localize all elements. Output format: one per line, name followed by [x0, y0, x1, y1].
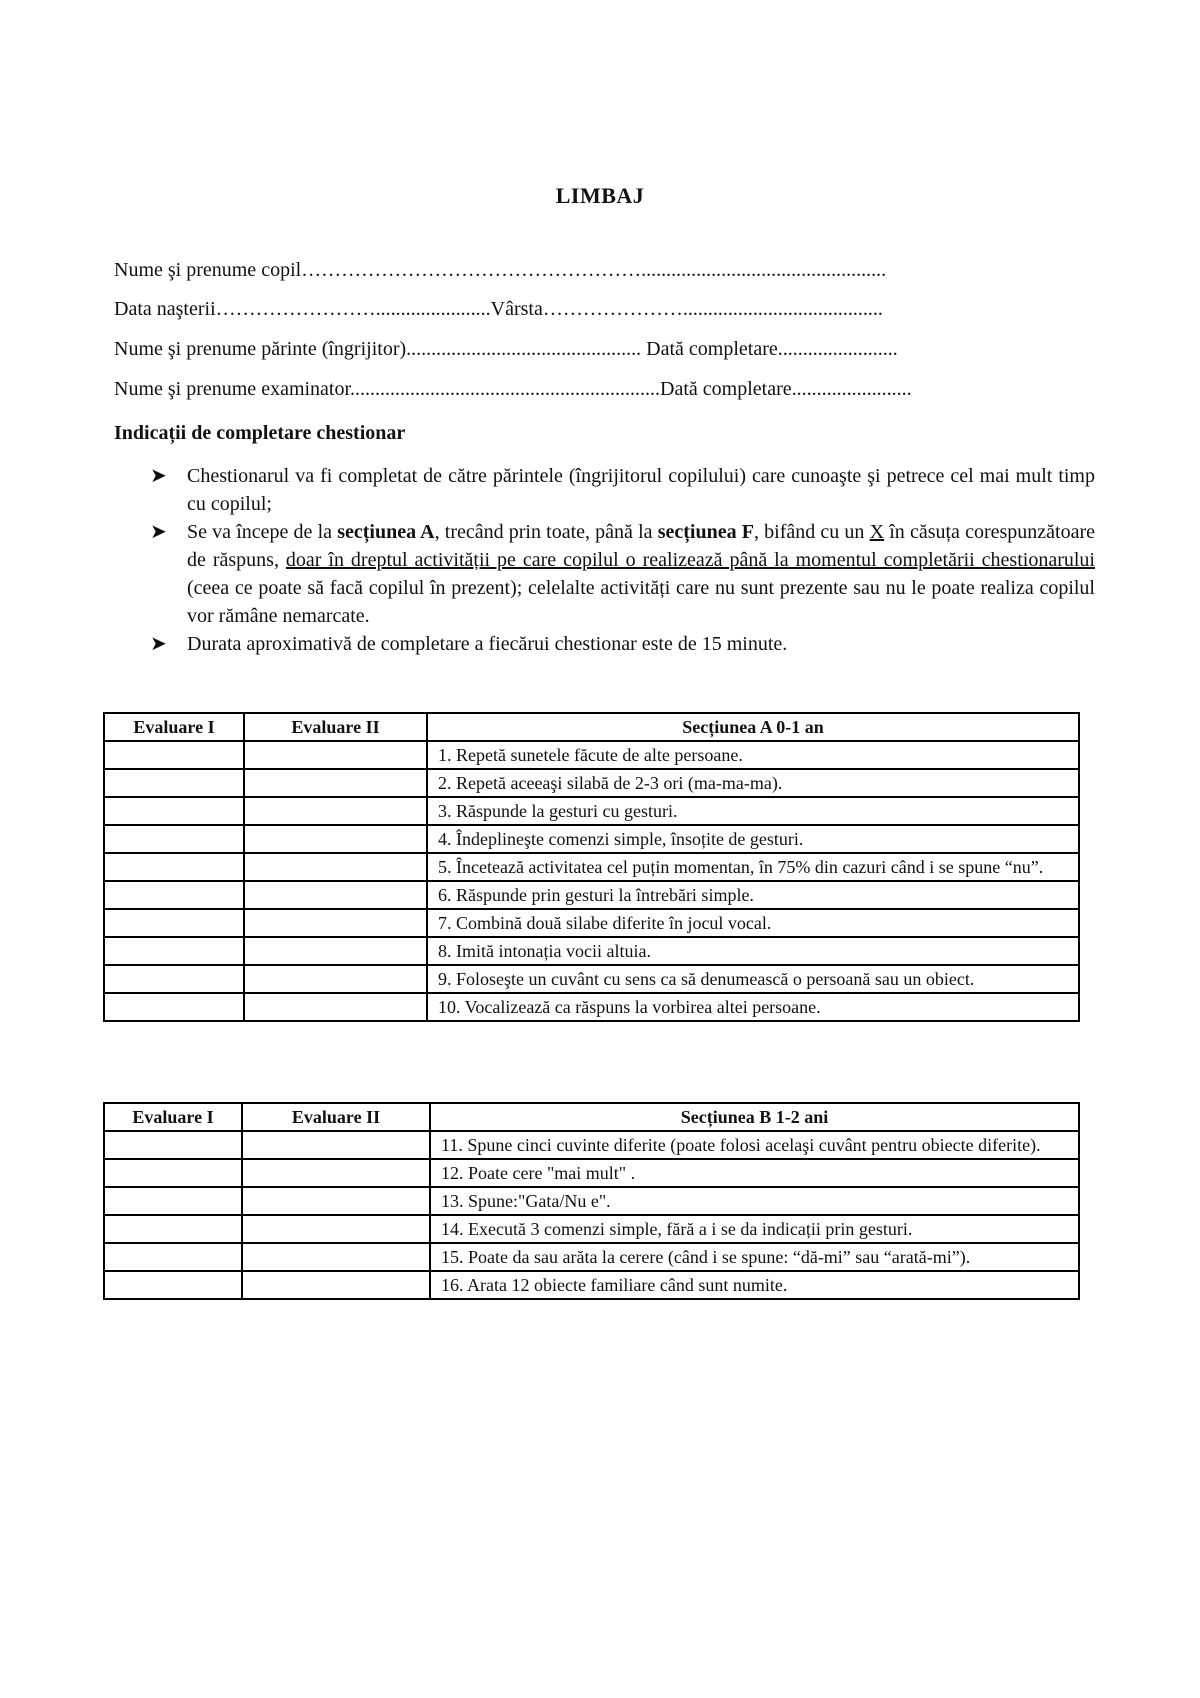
- activity-item: 9. Foloseşte un cuvânt cu sens ca să denumească o persoană sau un obiect.: [427, 965, 1079, 993]
- table-row: [104, 993, 1079, 1021]
- evaluare-1-checkbox-cell[interactable]: [104, 1131, 242, 1159]
- evaluare-1-checkbox-cell[interactable]: [104, 909, 244, 937]
- evaluare-2-checkbox-cell[interactable]: [244, 993, 427, 1021]
- activity-item: 3. Răspunde la gesturi cu gesturi.: [427, 797, 1079, 825]
- table-row: [104, 937, 1079, 965]
- evaluare-1-checkbox-cell[interactable]: [104, 825, 244, 853]
- table-row: [104, 825, 1079, 853]
- activity-item: 5. Încetează activitatea cel puțin momentan, în 75% din cazuri când i se spune “nu”.: [427, 853, 1079, 881]
- header-evaluare-1: Evaluare I: [104, 1103, 242, 1131]
- arrow-bullet-icon: ➤: [150, 521, 167, 543]
- birth-date-age-line: [114, 298, 1086, 321]
- evaluare-1-checkbox-cell[interactable]: [104, 937, 244, 965]
- evaluare-2-checkbox-cell[interactable]: [244, 769, 427, 797]
- table-row: [104, 797, 1079, 825]
- table-row: [104, 1215, 1079, 1243]
- instruction-text: Chestionarul va fi completat de către părintele (îngrijitorul copilului) care cunoaşte şi petrece cel mai mult timp cu copilul;: [187, 465, 1095, 515]
- instruction-item: [150, 630, 1095, 658]
- table-row: [104, 1271, 1079, 1299]
- header-section-a: Secțiunea A 0-1 an: [427, 713, 1079, 741]
- instruction-bold-section-f: secțiunea F: [657, 521, 754, 543]
- activity-item: 7. Combină două silabe diferite în jocul vocal.: [427, 909, 1079, 937]
- evaluare-2-checkbox-cell[interactable]: [242, 1243, 430, 1271]
- page-title: LIMBAJ: [555, 183, 645, 208]
- table-row: [104, 1243, 1079, 1271]
- instruction-text: Durata aproximativă de completare a fiecărui chestionar este de 15 minute.: [187, 633, 788, 655]
- evaluare-2-checkbox-cell[interactable]: [244, 853, 427, 881]
- table-row: [104, 741, 1079, 769]
- evaluare-2-checkbox-cell[interactable]: [242, 1215, 430, 1243]
- header-evaluare-1: Evaluare I: [104, 713, 244, 741]
- table-row: [104, 1187, 1079, 1215]
- evaluare-1-checkbox-cell[interactable]: [104, 1243, 242, 1271]
- section-b-body: [104, 1131, 1079, 1299]
- instruction-bold-section-a: secțiunea A: [337, 521, 435, 543]
- table-row: [104, 1159, 1079, 1187]
- activity-item: 16. Arata 12 obiecte familiare când sunt numite.: [430, 1271, 1079, 1299]
- evaluare-1-checkbox-cell[interactable]: [104, 965, 244, 993]
- activity-item: 13. Spune:"Gata/Nu e".: [430, 1187, 1079, 1215]
- evaluare-2-checkbox-cell[interactable]: [242, 1187, 430, 1215]
- header-evaluare-2: Evaluare II: [242, 1103, 430, 1131]
- section-a-body: [104, 741, 1079, 1021]
- table-row: [104, 881, 1079, 909]
- evaluare-2-checkbox-cell[interactable]: [244, 825, 427, 853]
- evaluare-2-checkbox-cell[interactable]: [242, 1271, 430, 1299]
- birth-date-field[interactable]: Data naşterii…………………….......................: [114, 298, 491, 320]
- evaluare-1-checkbox-cell[interactable]: [104, 881, 244, 909]
- header-evaluare-2: Evaluare II: [244, 713, 427, 741]
- section-b-table: [103, 1102, 1080, 1300]
- instruction-underlined-text: doar în dreptul activității pe care copilul o realizează până la momentul completării chestionarului: [285, 549, 1095, 571]
- table-row: [104, 965, 1079, 993]
- instruction-text-part: , trecând prin toate, până la: [434, 521, 658, 543]
- evaluare-2-checkbox-cell[interactable]: [244, 937, 427, 965]
- activity-item: 2. Repetă aceeaşi silabă de 2-3 ori (ma-ma-ma).: [427, 769, 1079, 797]
- evaluare-1-checkbox-cell[interactable]: [104, 741, 244, 769]
- examiner-name-field[interactable]: Nume şi prenume examinator..............................................................: [114, 378, 661, 400]
- activity-item: 14. Execută 3 comenzi simple, fără a i se da indicații prin gesturi.: [430, 1215, 1079, 1243]
- examiner-line: [114, 378, 1086, 401]
- instruction-underlined-x: X: [869, 521, 885, 543]
- activity-item: 1. Repetă sunetele făcute de alte persoane.: [427, 741, 1079, 769]
- header-section-b: Secțiunea B 1-2 ani: [430, 1103, 1079, 1131]
- section-a-table: [103, 712, 1080, 1022]
- examiner-date-field[interactable]: Dată completare........................: [660, 378, 912, 400]
- instruction-item: [150, 462, 1095, 518]
- instruction-text-part: în căsuța corespunzătoare de răspuns,: [187, 521, 1096, 571]
- activity-item: 6. Răspunde prin gesturi la întrebări simple.: [427, 881, 1079, 909]
- evaluare-2-checkbox-cell[interactable]: [244, 881, 427, 909]
- activity-item: 15. Poate da sau arăta la cerere (când i se spune: “dă-mi” sau “arată-mi”).: [430, 1243, 1079, 1271]
- table-header-row: [104, 713, 1079, 741]
- activity-item: 12. Poate cere "mai mult" .: [430, 1159, 1079, 1187]
- instruction-item: [150, 518, 1095, 630]
- arrow-bullet-icon: ➤: [150, 465, 167, 487]
- table-row: [104, 853, 1079, 881]
- parent-date-field[interactable]: Dată completare........................: [646, 338, 898, 360]
- instructions-heading: Indicații de completare chestionar: [114, 422, 406, 444]
- evaluare-2-checkbox-cell[interactable]: [242, 1159, 430, 1187]
- child-name-label: Nume şi prenume copil…………………………………………….................................................: [114, 259, 887, 281]
- table-row: [104, 769, 1079, 797]
- evaluare-1-checkbox-cell[interactable]: [104, 797, 244, 825]
- evaluare-2-checkbox-cell[interactable]: [242, 1131, 430, 1159]
- evaluare-2-checkbox-cell[interactable]: [244, 909, 427, 937]
- instruction-text-part: , bifând cu un: [753, 521, 870, 543]
- arrow-bullet-icon: ➤: [150, 633, 167, 655]
- evaluare-2-checkbox-cell[interactable]: [244, 797, 427, 825]
- evaluare-1-checkbox-cell[interactable]: [104, 769, 244, 797]
- evaluare-1-checkbox-cell[interactable]: [104, 993, 244, 1021]
- evaluare-2-checkbox-cell[interactable]: [244, 965, 427, 993]
- activity-item: 10. Vocalizează ca răspuns la vorbirea altei persoane.: [427, 993, 1079, 1021]
- table-row: [104, 1131, 1079, 1159]
- child-name-field[interactable]: [114, 259, 1086, 282]
- age-field[interactable]: Vârsta…………………........................................: [490, 298, 883, 320]
- table-row: [104, 909, 1079, 937]
- evaluare-1-checkbox-cell[interactable]: [104, 853, 244, 881]
- evaluare-2-checkbox-cell[interactable]: [244, 741, 427, 769]
- evaluare-1-checkbox-cell[interactable]: [104, 1159, 242, 1187]
- table-header-row: [104, 1103, 1079, 1131]
- instruction-text-part: Se va începe de la: [187, 521, 338, 543]
- evaluare-1-checkbox-cell[interactable]: [104, 1271, 242, 1299]
- parent-name-field[interactable]: Nume şi prenume părinte (îngrijitor)...............................................: [114, 338, 642, 360]
- evaluare-1-checkbox-cell[interactable]: [104, 1187, 242, 1215]
- activity-item: 4. Îndeplineşte comenzi simple, însoțite de gesturi.: [427, 825, 1079, 853]
- evaluare-1-checkbox-cell[interactable]: [104, 1215, 242, 1243]
- activity-item: 8. Imită intonația vocii altuia.: [427, 937, 1079, 965]
- parent-line: [114, 338, 1086, 361]
- instruction-text-part: (ceea ce poate să facă copilul în prezent); celelalte activități care nu sunt prezente sau nu le poate realiza copilul vor rămâne nemarcate.: [187, 577, 1095, 627]
- instructions-list: [150, 462, 1095, 658]
- activity-item: 11. Spune cinci cuvinte diferite (poate folosi acelaşi cuvânt pentru obiecte diferite).: [430, 1131, 1079, 1159]
